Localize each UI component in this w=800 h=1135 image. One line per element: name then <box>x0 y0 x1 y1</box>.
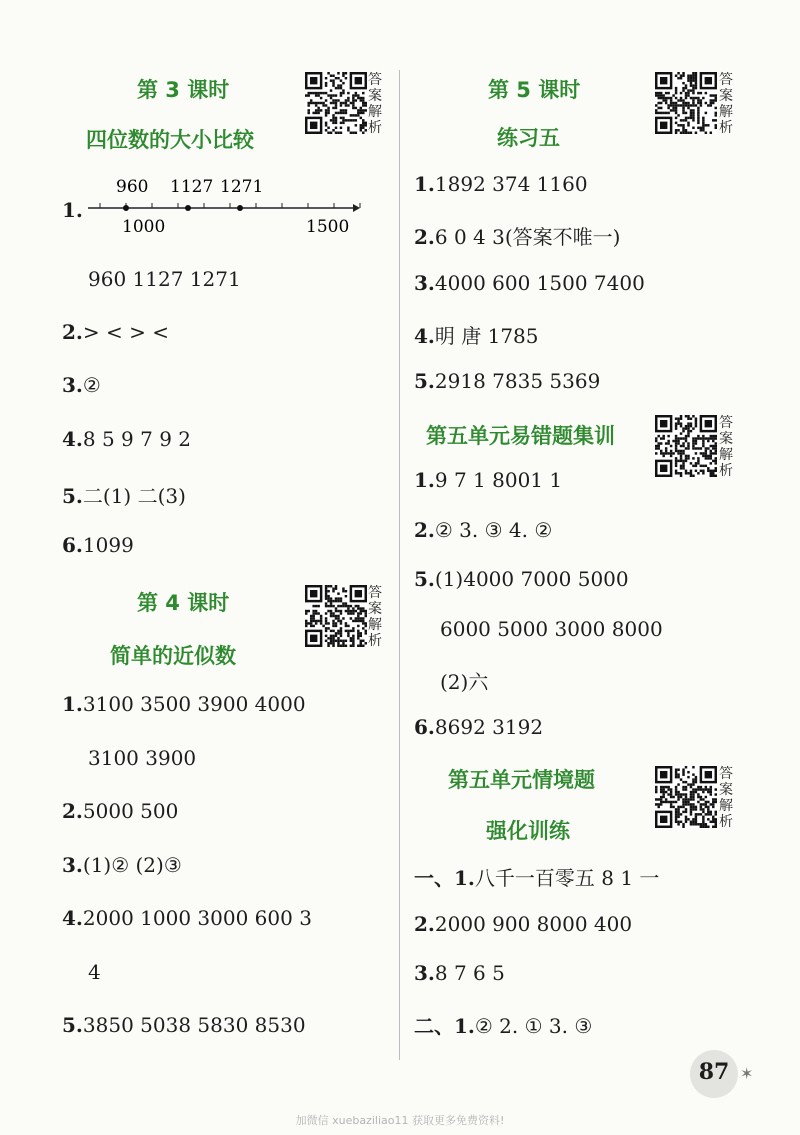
answer-row: 4 <box>88 960 101 984</box>
lesson3-subtitle: 四位数的大小比较 <box>86 128 254 152</box>
qr-code-icon[interactable] <box>305 585 367 647</box>
answer-row: 二、1.② 2. ① 3. ③ <box>414 1014 593 1038</box>
answer-row: 6.1099 <box>62 533 134 557</box>
column-divider <box>399 70 400 1060</box>
qr-code-icon[interactable] <box>655 766 717 828</box>
number-line-label: 1271 <box>220 177 264 197</box>
qr-label: 答案解析 <box>719 72 733 136</box>
answer-row: 一、1.八千一百零五 8 1 一 <box>414 866 660 890</box>
page-number: 87 <box>698 1059 730 1085</box>
number-line-point <box>185 205 191 211</box>
answer-row: 1.1892 374 1160 <box>414 172 588 196</box>
footer-watermark: 加微信 xuebaziliao11 获取更多免费资料! <box>295 1114 505 1127</box>
answer-row: 2.> < > < <box>62 320 169 344</box>
unit-errors-title: 第五单元易错题集训 <box>426 424 615 448</box>
lesson4-subtitle: 简单的近似数 <box>110 644 236 668</box>
answer-row: 4.2000 1000 3000 600 3 <box>62 906 312 930</box>
answer-row: 5.2918 7835 5369 <box>414 369 601 393</box>
number-line <box>88 177 358 246</box>
qr-code-icon[interactable] <box>655 415 717 477</box>
number-line-point <box>123 205 129 211</box>
answer-row: 3.② <box>62 373 101 397</box>
answer-row: 2.2000 900 8000 400 <box>414 912 633 936</box>
star-icon: ✶ <box>740 1064 754 1083</box>
answer-row: 4.8 5 9 7 9 2 <box>62 427 192 451</box>
lesson3-title: 第 3 课时 <box>137 78 230 102</box>
lesson5-title: 第 5 课时 <box>488 78 581 102</box>
qr-label: 答案解析 <box>719 766 733 830</box>
answer-row: 6.8692 3192 <box>414 715 544 739</box>
answer-row: 3.4000 600 1500 7400 <box>414 271 645 295</box>
number-line-label: 1500 <box>306 217 350 237</box>
situation-subtitle: 强化训练 <box>486 819 570 843</box>
qr-code-icon[interactable] <box>655 72 717 134</box>
lesson4-title: 第 4 课时 <box>137 591 230 615</box>
answer-row: 2.6 0 4 3(答案不唯一) <box>414 225 621 249</box>
answer-row: 1.9 7 1 8001 1 <box>414 468 563 492</box>
qr-label: 答案解析 <box>368 72 382 136</box>
answer-row: 5.(1)4000 7000 5000 <box>414 567 629 591</box>
answer-row: 1. <box>62 198 83 222</box>
answer-row: 2.5000 500 <box>62 799 179 823</box>
answer-row: 3.8 7 6 5 <box>414 961 505 985</box>
answer-row: 960 1127 1271 <box>88 267 241 291</box>
qr-code-icon[interactable] <box>305 72 367 134</box>
answer-row: 4.明 唐 1785 <box>414 324 539 348</box>
page-number-badge <box>690 1050 738 1098</box>
number-line-label: 1000 <box>122 217 166 237</box>
answer-row: 5.二(1) 二(3) <box>62 484 186 508</box>
answer-row: (2)六 <box>440 670 489 694</box>
situation-title: 第五单元情境题 <box>448 768 595 792</box>
number-line-label: 960 <box>116 177 149 197</box>
answer-row: 5.3850 5038 5830 8530 <box>62 1013 306 1037</box>
number-line-label: 1127 <box>170 177 214 197</box>
answer-row: 2.② 3. ③ 4. ② <box>414 518 553 542</box>
number-line-point <box>237 205 243 211</box>
answer-row: 3.(1)② (2)③ <box>62 853 182 877</box>
qr-label: 答案解析 <box>719 415 733 479</box>
answer-row: 3100 3900 <box>88 746 197 770</box>
qr-label: 答案解析 <box>368 585 382 649</box>
answer-row: 6000 5000 3000 8000 <box>440 617 663 641</box>
lesson5-subtitle: 练习五 <box>497 126 560 150</box>
answer-row: 1.3100 3500 3900 4000 <box>62 692 306 716</box>
